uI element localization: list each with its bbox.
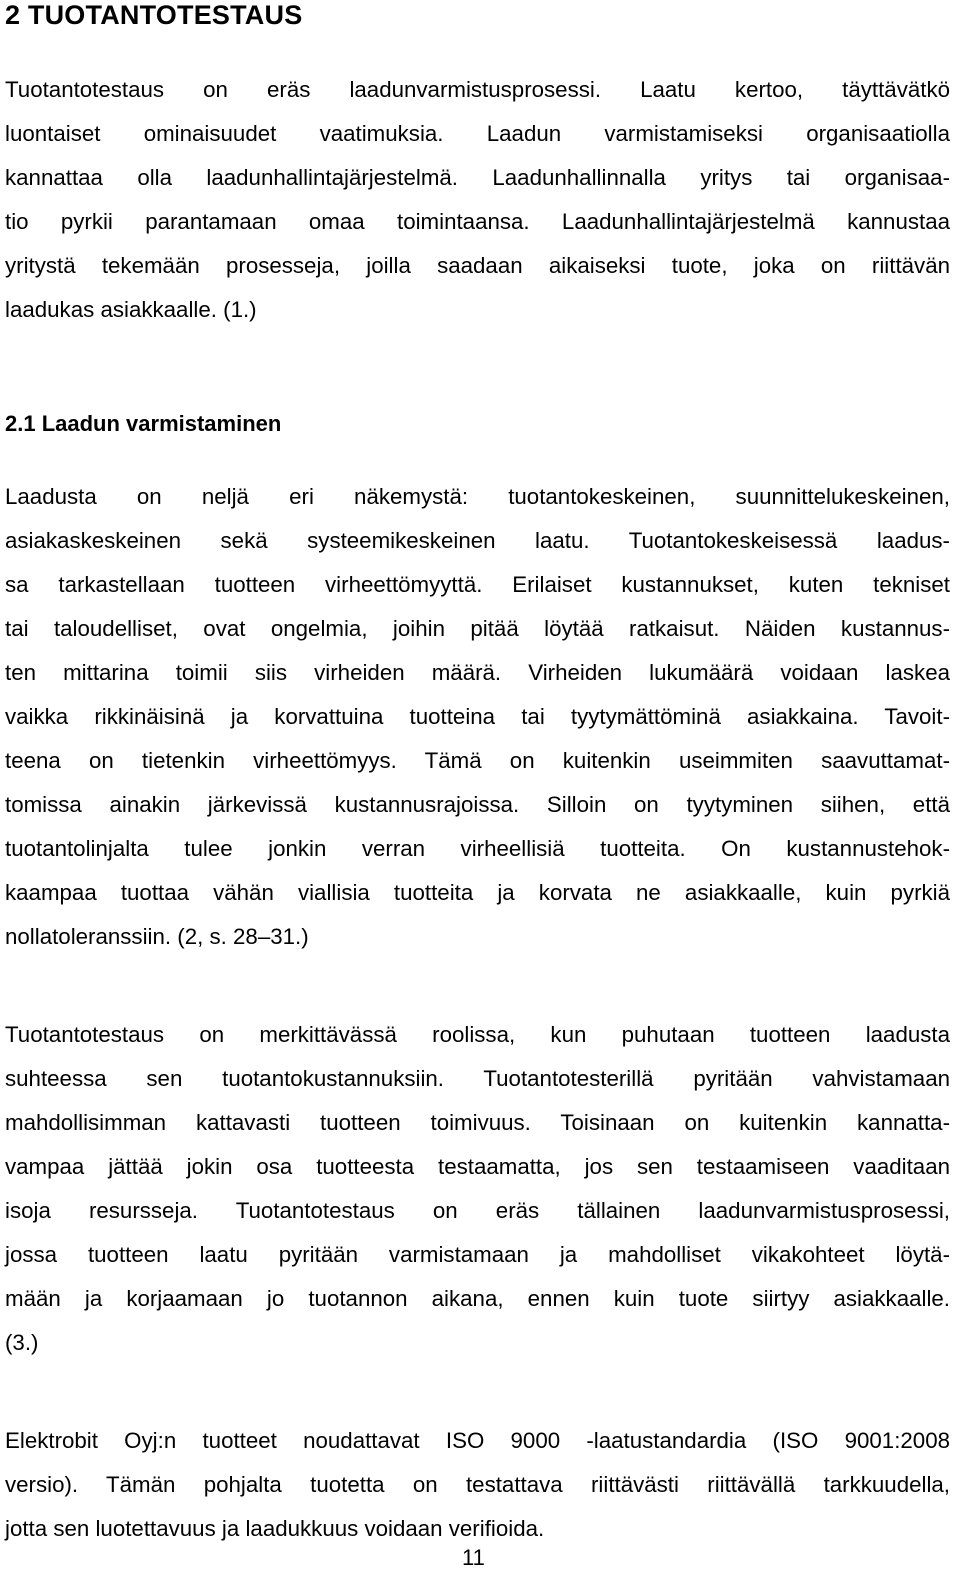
text-line: (3.): [5, 1330, 39, 1355]
text-line: jossa tuotteen laatu pyritään varmistamaan ja mahdolliset vikakohteet löytä-: [5, 1242, 950, 1267]
text-line: kannattaa olla laadunhallintajärjestelmä. Laadunhallinnalla yritys tai organisaa-: [5, 165, 950, 190]
text-line: kaampaa tuottaa vähän viallisia tuotteita ja korvata ne asiakkaalle, kuin pyrkiä: [5, 880, 950, 905]
paragraph-quality-views: [5, 475, 950, 959]
text-line: mahdollisimman kattavasti tuotteen toimivuus. Toisinaan on kuitenkin kannatta-: [5, 1110, 950, 1135]
text-line: Elektrobit Oyj:n tuotteet noudattavat ISO 9000 -laatustandardia (ISO 9001:2008: [5, 1428, 950, 1453]
section-title: 2.1 Laadun varmistaminen: [5, 411, 282, 436]
text-line: luontaiset ominaisuudet vaatimuksia. Laadun varmistamiseksi organisaatiolla: [5, 121, 950, 146]
text-line: yritystä tekemään prosesseja, joilla saadaan aikaiseksi tuote, joka on riittävän: [5, 253, 950, 278]
text-line: vaikka rikkinäisinä ja korvattuina tuotteina tai tyytymättöminä asiakkaina. Tavoit-: [5, 704, 950, 729]
text-line: vampaa jättää jokin osa tuotteesta testaamatta, jos sen testaamiseen vaaditaan: [5, 1154, 950, 1179]
text-line: Tuotantotestaus on eräs laadunvarmistusprosessi. Laatu kertoo, täyttävätkö: [5, 77, 950, 102]
text-line: teena on tietenkin virheettömyys. Tämä on kuitenkin useimmiten saavuttamat-: [5, 748, 950, 773]
intro-paragraph: [5, 68, 950, 332]
text-line: Tuotantotestaus on merkittävässä roolissa, kun puhutaan tuotteen laadusta: [5, 1022, 950, 1047]
paragraph-production-testing: [5, 1013, 950, 1365]
text-line: versio). Tämän pohjalta tuotetta on testattava riittävästi riittävällä tarkkuudella,: [5, 1472, 950, 1497]
text-line: isoja resursseja. Tuotantotestaus on eräs tällainen laadunvarmistusprosessi,: [5, 1198, 950, 1223]
text-line: ten mittarina toimii siis virheiden määrä. Virheiden lukumäärä voidaan laskea: [5, 660, 950, 685]
text-line: sa tarkastellaan tuotteen virheettömyyttä. Erilaiset kustannukset, kuten tekniset: [5, 572, 950, 597]
page-number: 11: [462, 1545, 485, 1570]
text-line: asiakaskeskeinen sekä systeemikeskeinen laatu. Tuotantokeskeisessä laadus-: [5, 528, 950, 553]
text-line: mään ja korjaamaan jo tuotannon aikana, ennen kuin tuote siirtyy asiakkaalle.: [5, 1286, 950, 1311]
text-line: tuotantolinjalta tulee jonkin verran virheellisiä tuotteita. On kustannustehok-: [5, 836, 950, 861]
paragraph-iso-standard: [5, 1419, 950, 1551]
text-line: tio pyrkii parantamaan omaa toimintaansa. Laadunhallintajärjestelmä kannustaa: [5, 209, 950, 234]
text-line: suhteessa sen tuotantokustannuksiin. Tuotantotesterillä pyritään vahvistamaan: [5, 1066, 950, 1091]
text-line: jotta sen luotettavuus ja laadukkuus voidaan verifioida.: [5, 1516, 545, 1541]
text-line: tomissa ainakin järkevissä kustannusrajoissa. Silloin on tyytyminen siihen, että: [5, 792, 950, 817]
text-line: nollatoleranssiin. (2, s. 28–31.): [5, 924, 309, 949]
text-line: tai taloudelliset, ovat ongelmia, joihin pitää löytää ratkaisut. Näiden kustannus-: [5, 616, 950, 641]
chapter-title: 2 TUOTANTOTESTAUS: [5, 0, 303, 30]
text-line: Laadusta on neljä eri näkemystä: tuotantokeskeinen, suunnittelukeskeinen,: [5, 484, 950, 509]
text-line: laadukas asiakkaalle. (1.): [5, 297, 257, 322]
